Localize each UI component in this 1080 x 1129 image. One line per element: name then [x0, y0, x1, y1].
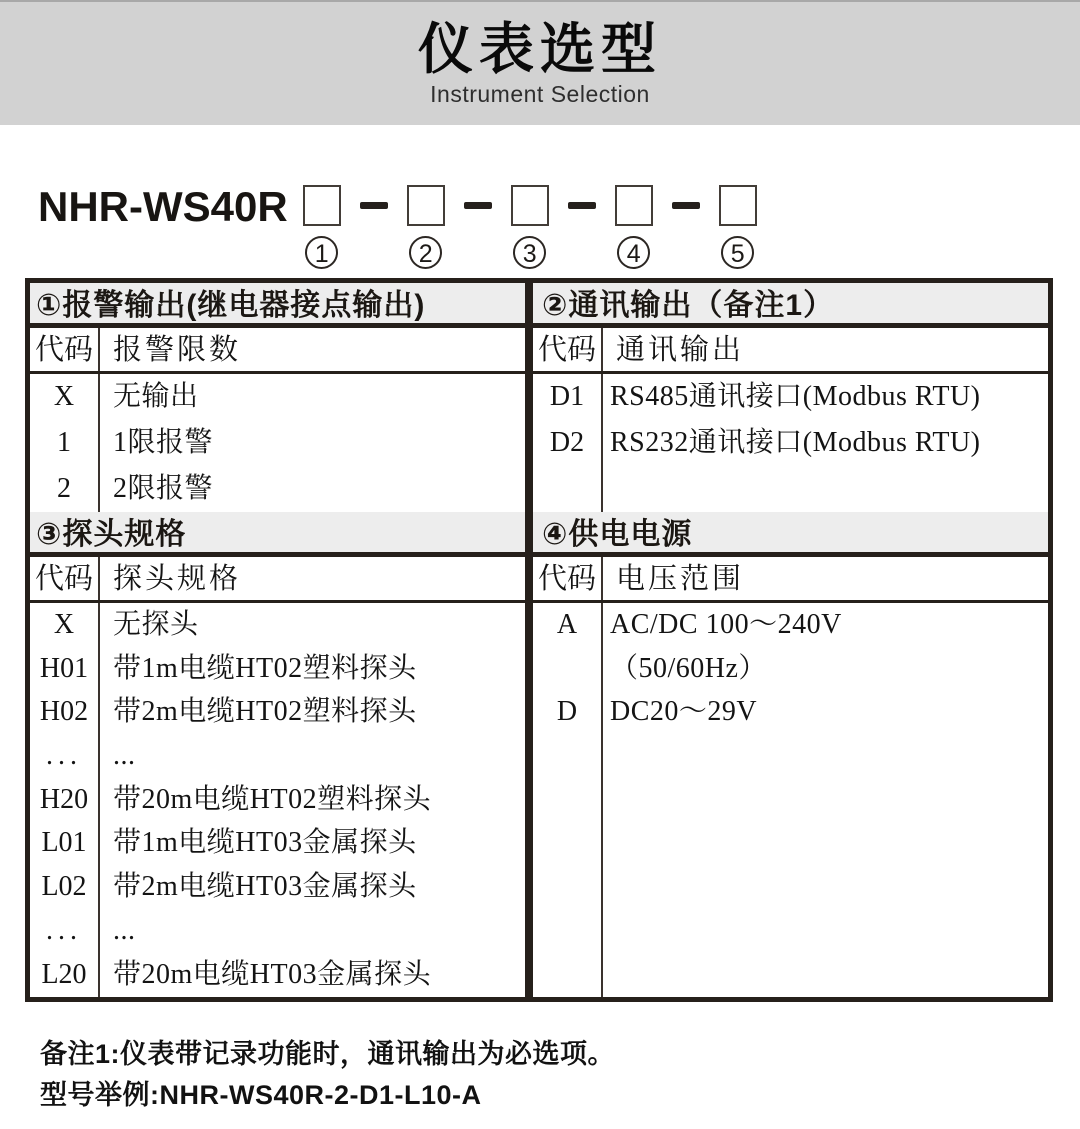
row-desc: 带20m电缆HT02塑料探头 — [113, 783, 432, 815]
model-slot-box — [511, 185, 549, 226]
row-code: 2 — [57, 473, 71, 504]
desc-column — [603, 603, 1048, 997]
section-1-column-header — [30, 328, 525, 374]
code-column-header: 代码 — [30, 557, 100, 600]
row-desc: RS485通讯接口(Modbus RTU) — [610, 381, 981, 412]
model-prefix: NHR-WS40R — [38, 183, 288, 230]
footer-notes — [40, 1034, 615, 1116]
row-desc: 带2m电缆HT02塑料探头 — [113, 696, 417, 728]
row-code: H02 — [39, 696, 89, 728]
row-desc: 带1m电缆HT02塑料探头 — [113, 652, 417, 684]
code-column-header: 代码 — [30, 328, 100, 371]
section-3-body — [30, 603, 525, 997]
row-desc: 无输出 — [113, 381, 199, 412]
row-code: D2 — [549, 427, 585, 458]
model-slot-box — [303, 185, 341, 226]
row-code — [533, 647, 601, 691]
row-desc: ... — [113, 914, 136, 946]
dash-separator — [568, 202, 596, 209]
desc-column-header: 探头规格 — [113, 563, 242, 595]
page-banner — [0, 0, 1080, 125]
row-desc: DC20～29V — [610, 696, 758, 728]
desc-column-header: 电压范围 — [616, 563, 745, 595]
section-2-header: ②通讯输出（备注1） — [533, 283, 1048, 328]
row-code: D — [556, 696, 578, 728]
dash-separator — [672, 202, 700, 209]
row-code: A — [556, 609, 578, 640]
code-column — [30, 603, 100, 997]
row-code: L01 — [41, 827, 87, 859]
row-desc: 1限报警 — [113, 427, 214, 458]
row-code: ... — [46, 914, 82, 946]
section-3-header: ③探头规格 — [30, 512, 525, 557]
position-circle-1: 1 — [305, 236, 338, 269]
position-circle-5: 5 — [721, 236, 754, 269]
model-code-diagram — [38, 185, 1080, 269]
row-code: D1 — [549, 381, 585, 412]
table-left-half — [30, 283, 533, 997]
dash-separator — [360, 202, 388, 209]
row-desc: 带2m电缆HT03金属探头 — [113, 871, 417, 903]
desc-column — [100, 603, 525, 997]
row-desc: 带20m电缆HT03金属探头 — [113, 958, 432, 990]
row-desc: AC/DC 100～240V — [610, 609, 842, 640]
section-4-header: ④供电电源 — [533, 512, 1048, 557]
desc-column-header: 通讯输出 — [616, 334, 745, 366]
code-column-header: 代码 — [533, 328, 603, 371]
row-code: H01 — [39, 652, 89, 684]
model-slot-5 — [716, 185, 760, 269]
dash-separator — [464, 202, 492, 209]
section-3-column-header — [30, 557, 525, 603]
section-2-body — [533, 374, 1048, 512]
model-slot-2 — [404, 185, 448, 269]
section-4-column-header — [533, 557, 1048, 603]
row-code: X — [53, 381, 75, 412]
code-column-header: 代码 — [533, 557, 603, 600]
model-slot-box — [407, 185, 445, 226]
selection-table — [25, 278, 1053, 1002]
row-desc: ... — [113, 740, 136, 772]
position-circle-2: 2 — [409, 236, 442, 269]
section-1-header: ①报警输出(继电器接点输出) — [30, 283, 525, 328]
section-1-body — [30, 374, 525, 512]
row-code: L02 — [41, 871, 87, 903]
model-slot-box — [615, 185, 653, 226]
table-right-half — [533, 283, 1048, 997]
model-slot-1 — [300, 185, 344, 269]
note-1: 备注1:仪表带记录功能时，通讯输出为必选项。 — [40, 1039, 616, 1069]
section-4-body — [533, 603, 1048, 997]
row-desc: 无探头 — [113, 609, 199, 640]
code-column — [30, 374, 100, 512]
row-desc: RS232通讯接口(Modbus RTU) — [610, 427, 981, 458]
row-code: H20 — [39, 783, 89, 815]
position-circle-3: 3 — [513, 236, 546, 269]
desc-column — [603, 374, 1048, 512]
model-slot-4 — [612, 185, 656, 269]
row-desc: 带1m电缆HT03金属探头 — [113, 827, 417, 859]
model-slots — [300, 185, 760, 269]
code-column — [533, 603, 603, 997]
row-desc: 2限报警 — [113, 473, 214, 504]
section-2-column-header — [533, 328, 1048, 374]
position-circle-4: 4 — [617, 236, 650, 269]
desc-column-header: 报警限数 — [113, 334, 242, 366]
model-example: 型号举例:NHR-WS40R-2-D1-L10-A — [40, 1080, 482, 1110]
model-slot-3 — [508, 185, 552, 269]
model-slot-box — [719, 185, 757, 226]
page-subtitle: Instrument Selection — [430, 80, 650, 107]
desc-column — [100, 374, 525, 512]
page-title: 仪表选型 — [417, 17, 662, 80]
row-code: 1 — [57, 427, 71, 458]
row-code: ... — [46, 740, 82, 772]
code-column — [533, 374, 603, 512]
row-code: X — [53, 609, 75, 640]
row-desc: （50/60Hz） — [610, 652, 767, 684]
row-code: L20 — [41, 958, 87, 990]
